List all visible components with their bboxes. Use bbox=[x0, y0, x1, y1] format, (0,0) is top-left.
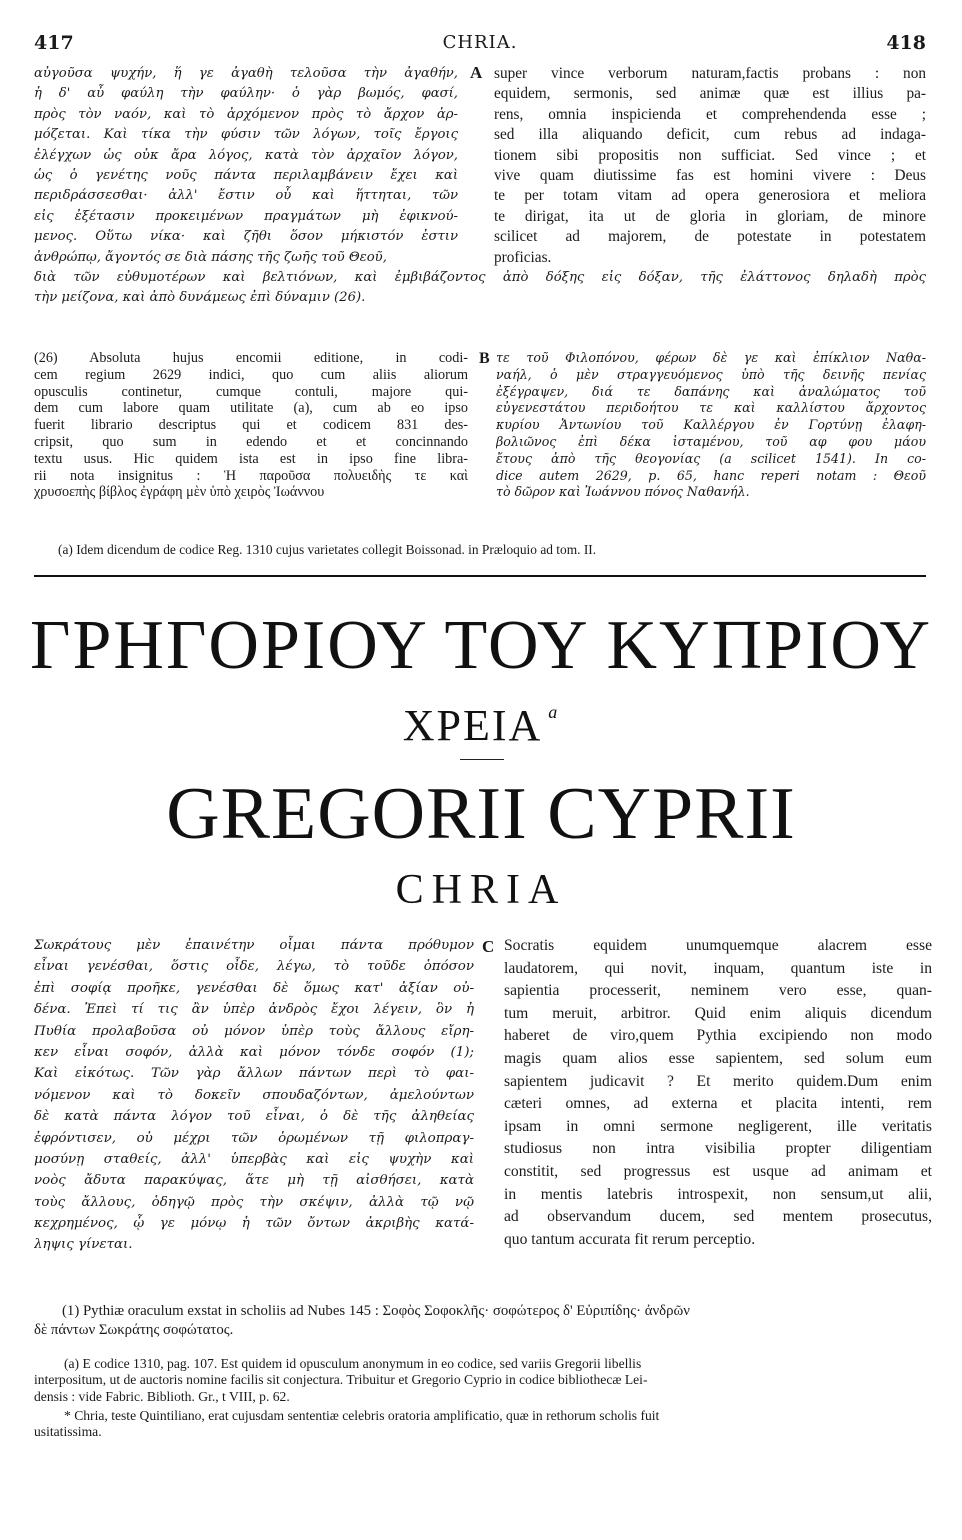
text-line: εὐγενεστάτου περιδοήτου τε καὶ καλλίστου ἄρχοντος bbox=[496, 400, 926, 416]
text-line: δὲ κατὰ πάντα λόγον τοῦ εἶναι, ὁ δὲ τῆς ἀληθείας bbox=[34, 1109, 474, 1125]
text-line: fuerit librario descriptus qui et codicem 831 des- bbox=[34, 417, 468, 434]
text-line: laudatorem, qui novit, inquam, quantum iste in bbox=[504, 959, 932, 977]
text-line: magis quam alios esse sapientem, sed solum eum bbox=[504, 1049, 932, 1067]
body-latin-column bbox=[504, 935, 932, 1251]
column-marker-c: C bbox=[482, 937, 495, 956]
text-line: ἡ δ' αὖ φαύλη τὴν φαύλην· ὁ γὰρ βωμός, φασί, bbox=[34, 86, 458, 102]
text-line: μενος. Οὕτω νίκα· καὶ ζῆθι ὅσον μήκιστόν ἐστιν bbox=[34, 229, 458, 245]
text-line: te per totam vitam ad opera generosiora et meliora bbox=[494, 187, 926, 205]
text-line: δένα. Ἐπεὶ τί τις ἂν ὑπὲρ ἀνδρὸς ἔχοι λέγειν, ὃν ἡ bbox=[34, 1002, 474, 1018]
column-marker-a: A bbox=[470, 63, 483, 82]
text-line: dice autem 2629, p. 65, hanc reperi notam : Θεοῦ bbox=[496, 467, 926, 483]
text-line: ἔτους ἀπὸ τῆς θεογονίας (a scilicet 1541). In co- bbox=[496, 450, 926, 466]
text-line: ναήλ, ὁ μὲν στραγγευόμενος ὑπὸ τῆς δεινῆς πενίας bbox=[496, 366, 926, 382]
top-latin-column bbox=[494, 64, 926, 268]
greek-work-title bbox=[0, 700, 962, 751]
text-line: δὲ πάντων Σωκράτης σοφώτατος. bbox=[34, 1322, 234, 1338]
latin-work-title: CHRIA bbox=[395, 867, 567, 913]
text-line: μόζεται. Καὶ τίκα τὴν φύσιν τῶν λόγων, τοῖς ἔργοις bbox=[34, 127, 458, 143]
text-line: constitit, sed progressus est usque ad animam et bbox=[504, 1162, 932, 1180]
text-line: cripsit, quo sum in edendo et et concinnando bbox=[34, 433, 468, 450]
text-line: βολιῶνος ἐπὶ δέκα ἱσταμένου, τοῦ αφ φου μάου bbox=[496, 433, 926, 449]
text-line: διὰ τῶν εὐθυμοτέρων καὶ βελτιόνων, καὶ ἐμβιβάζοντος ἀπὸ δόξης εἰς δόξαν, τῆς ἐλάττονος δηλαδὴ πρὸς bbox=[34, 270, 926, 285]
text-line: cæteri omnes, ad externa et placita intenti, rem bbox=[504, 1095, 932, 1113]
text-line: χρυσοεπὴς βίβλος ἐγράφη μὲν ὑπὸ χειρὸς Ἰωάννου bbox=[34, 484, 325, 501]
text-line: textu usus. Hic quidem ista est in ipso fine libra- bbox=[34, 450, 468, 467]
latin-author-title: GREGORII CYPRII bbox=[166, 773, 796, 855]
text-line: πρὸς τὸν ναόν, καὶ τὸ ἀρχόμενον πρὸς τὸ ἄρχον ἁρ- bbox=[34, 106, 458, 122]
text-line: ἐλέγχων ὡς οὐκ ἄρα λόγος, κατὰ τὸν ἀρχαῖον λόγον, bbox=[34, 147, 458, 163]
text-line: proficias. bbox=[494, 248, 552, 266]
text-line: haberet de viro,quem Pythia excipiendo non modo bbox=[504, 1027, 932, 1045]
running-head: CHRIA. bbox=[442, 32, 518, 53]
text-line: νόμενον καὶ τὸ δοκεῖν σπουδαζόντων, ἀμελούντων bbox=[34, 1087, 474, 1103]
text-line: sapientem judicavit ? Et merito quidem.Dum enim bbox=[504, 1072, 932, 1090]
text-line: vive quam diutissime fas est homini vivere : Deus bbox=[494, 166, 926, 184]
text-line: τοὺς ἄλλους, ὁδηγῷ πρὸς τὴν σκέψιν, ἀλλὰ τῷ νῷ bbox=[34, 1194, 474, 1210]
text-line: te dirigat, ita ut de gloria in gloriam, de minore bbox=[494, 207, 926, 225]
bottom-note-1 bbox=[34, 1302, 926, 1340]
text-line: densis : vide Fabric. Biblioth. Gr., t VIII, p. 62. bbox=[34, 1388, 290, 1404]
greek-work-title-text: ΧΡΕΙΑ bbox=[402, 701, 543, 750]
text-line: tionem sibi propositis non sufficiat. Sed vince ; et bbox=[494, 146, 926, 164]
text-line: usitatissima. bbox=[34, 1424, 102, 1440]
text-line: μοσύνῃ σταθείς, ἀλλ' ὑπερβὰς καὶ εἰς ψυχὴν καὶ bbox=[34, 1151, 474, 1167]
note-26-footnote-a: (a) Idem dicendum de codice Reg. 1310 cujus varietates collegit Boissonad. in Præloquio ad tom. II. bbox=[58, 542, 597, 557]
text-line: * Chria, teste Quintiliano, erat cujusdam sententiæ celebris oratoria amplificatio, quæ in rethorum scholis fuit bbox=[64, 1408, 660, 1423]
text-line: Socratis equidem unumquemque alacrem esse bbox=[504, 937, 932, 954]
text-line: αὐγοῦσα ψυχήν, ἥ γε ἀγαθὴ τελοῦσα τὴν ἀγαθήν, bbox=[34, 66, 458, 81]
text-line: κεχρημένος, ᾧ γε μόνῳ ἡ τῶν ὄντων ἀκριβὴς κατά- bbox=[34, 1216, 474, 1232]
text-line: sapientia processerit, neminem vero esse, quan- bbox=[504, 982, 932, 1000]
text-line: ληψις γίνεται. bbox=[34, 1237, 133, 1253]
top-greek-column bbox=[34, 64, 458, 268]
left-page-number: 417 bbox=[34, 32, 74, 54]
text-line: rens, omnia inspicienda et comprehendenda esse ; bbox=[494, 105, 926, 123]
text-line: ἐφρόντισεν, οὐ μέχρι τῶν ὁρωμένων τῇ φιλοπραγ- bbox=[34, 1130, 474, 1146]
text-line: περιδράσσεσθαι· ἀλλ' ἔστιν οὗ καὶ ἥττηται, τῶν bbox=[34, 188, 458, 204]
bottom-note-a bbox=[34, 1356, 926, 1405]
text-line: τε τοῦ Φιλοπόνου, φέρων δὲ γε καὶ ἐπίκλιον Ναθα- bbox=[496, 350, 926, 365]
greek-work-note-mark: a bbox=[548, 702, 560, 722]
text-line: equidem, sermonis, sed animæ quæ est illius pa- bbox=[494, 85, 926, 103]
text-line: rii nota insignitus : Ἡ παροῦσα πολυειδὴς τε καὶ bbox=[34, 467, 468, 484]
text-line: cem regium 2629 indici, quo cum aliis aliorum bbox=[34, 366, 468, 383]
text-line: ὡς ὁ γενέτης νοῦς πάντα περιλαμβάνειν ἔχει καὶ bbox=[34, 167, 458, 183]
note-26-right bbox=[496, 350, 926, 501]
text-line: tum meruit, arbitror. Quid enim aliquis dicendum bbox=[504, 1004, 932, 1022]
text-line: dem cum labore quam utilitate (a), cum ab eo ipso bbox=[34, 400, 468, 417]
text-line: (1) Pythiæ oraculum exstat in scholiis ad Nubes 145 : Σοφὸς Σοφοκλῆς· σοφώτερος δ' Εὐριπίδης· ἀνδρῶν bbox=[62, 1303, 690, 1319]
section-divider bbox=[34, 575, 926, 577]
note-26-left bbox=[34, 350, 468, 501]
title-divider bbox=[460, 759, 504, 760]
text-line: Πυθία προλαβοῦσα οὐ μόνον ὑπὲρ τοὺς ἄλλους εἴρη- bbox=[34, 1023, 474, 1039]
text-line: νοὸς ἄδυτα παρακύψας, ἅτε μὴ τῇ αἰσθήσει, κατὰ bbox=[34, 1173, 474, 1189]
column-marker-b: B bbox=[479, 350, 490, 367]
text-line: τὸ δῶρον καὶ Ἰωάννου πόνος Ναθανήλ. bbox=[496, 484, 750, 500]
text-line: ad observandum ducem, sed mentem prosecutus, bbox=[504, 1208, 932, 1226]
text-line: εἶναι γενέσθαι, ὅστις οἶδε, λέγω, τὸ τοῦδε ὁπόσον bbox=[34, 959, 474, 975]
top-greek-full-width bbox=[34, 268, 926, 309]
text-line: κυρίου Ἀντωνίου τοῦ Καλλέργου ἐν Γορτύνῃ ἐλαφη- bbox=[496, 417, 926, 433]
text-line: ἀνθρώπῳ, ἄγοντός σε διὰ πάσης τῆς ζωῆς τοῦ Θεοῦ, bbox=[34, 249, 387, 265]
text-line: ipsam in omni sermone negligerent, ille veritatis bbox=[504, 1117, 932, 1135]
text-line: ἐπὶ σοφίᾳ προῆκε, γενέσθαι δὲ ὅμως κατ' ἀξίαν οὐ- bbox=[34, 980, 474, 996]
text-line: τὴν μείζονα, καὶ ἀπὸ δυνάμεως ἐπὶ δύναμιν (26). bbox=[34, 290, 366, 306]
text-line: εἰς ἐξέτασιν προκειμένων πραγμάτων μὴ ἐφικνού- bbox=[34, 208, 458, 224]
text-line: interpositum, ut de auctoris nomine facilis sit conjectura. Tribuitur et Gregorio Cyprio in codice bibliothecæ Lei- bbox=[34, 1372, 648, 1388]
text-line: scilicet ad majorem, de potestate in potestatem bbox=[494, 228, 926, 246]
text-line: quo tantum accurata fit rerum perceptio. bbox=[504, 1230, 756, 1248]
bottom-note-star bbox=[34, 1408, 926, 1441]
page-header bbox=[34, 32, 926, 60]
text-line: sed illa aliquando deficit, cum rebus ad indaga- bbox=[494, 126, 926, 144]
right-page-number: 418 bbox=[886, 32, 926, 54]
text-line: super vince verborum naturam,factis probans : non bbox=[494, 65, 926, 82]
greek-author-title: ΓΡΗΓΟΡΙΟΥ ΤΟΥ ΚΥΠΡΙΟΥ bbox=[30, 607, 932, 684]
body-greek-column bbox=[34, 935, 474, 1256]
text-line: κεν εἶναι σοφόν, ἀλλὰ καὶ μόνον τόνδε σοφόν (1); bbox=[34, 1044, 474, 1060]
text-line: opusculis continetur, cumque contuli, majore qui- bbox=[34, 383, 468, 400]
text-line: ἐξέγραψεν, διά τε δαπάνης καὶ ἀναλώματος τοῦ bbox=[496, 383, 926, 399]
text-line: (a) E codice 1310, pag. 107. Est quidem id opusculum anonymum in eo codice, sed variis Gregorii libellis bbox=[64, 1356, 642, 1371]
text-line: Καὶ εἰκότως. Τῶν γὰρ ἄλλων πάντων περὶ τὸ φαι- bbox=[34, 1066, 474, 1082]
text-line: studiosus non intra visibilia propter diligentiam bbox=[504, 1140, 932, 1158]
text-line: Σωκράτους μὲν ἐπαινέτην οἶμαι πάντα πρόθυμον bbox=[34, 938, 474, 953]
text-line: (26) Absoluta hujus encomii editione, in codi- bbox=[34, 350, 468, 366]
text-line: in mentis latebris introspexit, non sensum,ut alii, bbox=[504, 1185, 932, 1203]
